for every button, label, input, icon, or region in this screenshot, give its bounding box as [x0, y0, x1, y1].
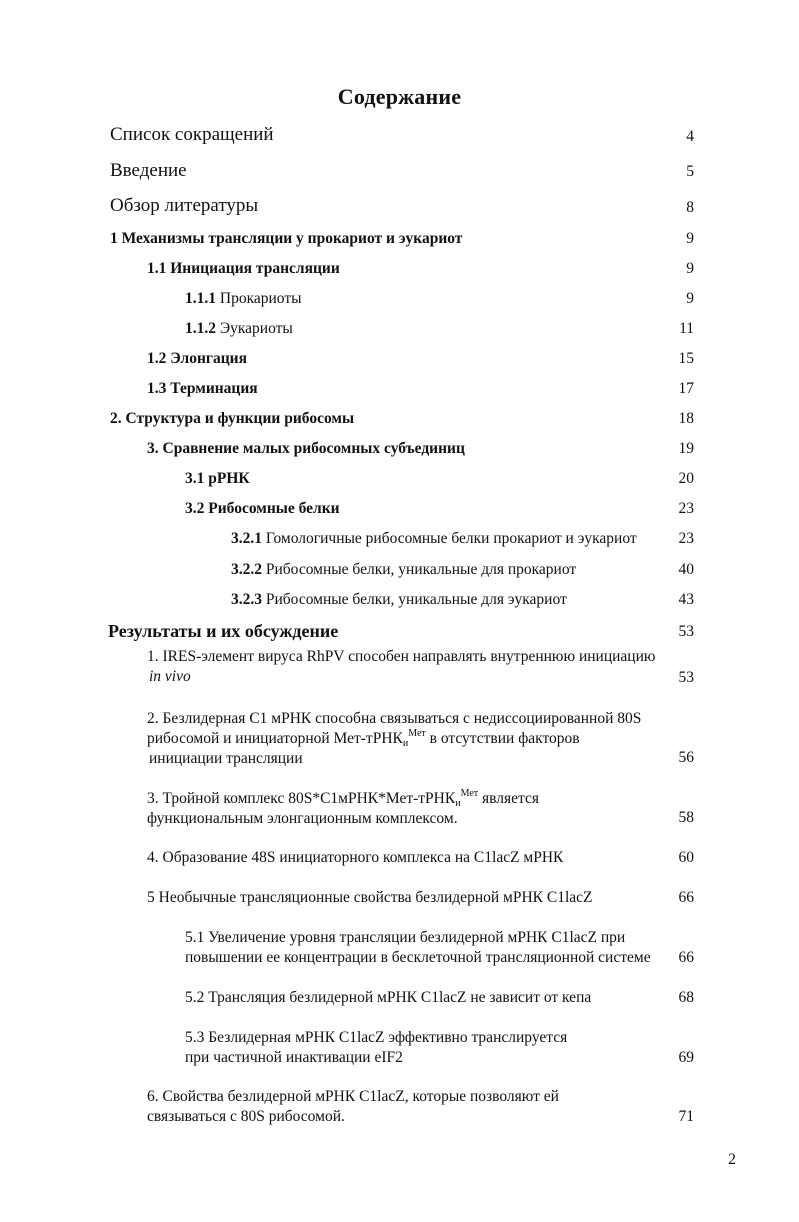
- toc-entry-number: 1.1.1: [185, 290, 216, 307]
- toc-entry-page: 8: [686, 199, 694, 216]
- toc-entry-page: 17: [678, 380, 694, 397]
- toc-entry-page: 60: [678, 849, 694, 866]
- toc-entry-label: 3.2.1 Гомологичные рибосомные белки прокариот и эукариот: [231, 530, 637, 547]
- toc-entry-label: 1.1.1 Прокариоты: [185, 290, 302, 307]
- toc-entry-page: 53: [678, 623, 694, 640]
- toc-entry-label: Обзор литературы: [110, 195, 259, 216]
- toc-entry-page: 66: [678, 889, 694, 906]
- toc-entry-page: 9: [686, 230, 694, 247]
- toc-entry-label: Список сокращений: [110, 124, 274, 145]
- toc-entry-page: 5: [686, 163, 694, 180]
- toc-entry-label: 1.2 Элонгация: [147, 350, 247, 367]
- toc-entry-label: Введение: [110, 160, 187, 181]
- toc-entry-page: 18: [678, 410, 694, 427]
- toc-entry-number: 3.2.3: [231, 591, 262, 608]
- toc-entry-label: 1.3 Терминация: [147, 380, 258, 397]
- toc-entry-number: 1.1.2: [185, 320, 216, 337]
- toc-entry-page: 20: [678, 470, 694, 487]
- toc-entry-page: 58: [678, 809, 694, 826]
- toc-entry-label: 1.1 Инициация трансляции: [147, 260, 340, 277]
- toc-entry-page: 9: [686, 260, 694, 277]
- toc-entry-label: 1.1.2 Эукариоты: [185, 320, 293, 337]
- page-number: 2: [728, 1151, 736, 1168]
- toc-entry-label: 3.2.3 Рибосомные белки, уникальные для эукариот: [231, 591, 567, 608]
- page-title: Содержание: [337, 84, 462, 109]
- toc-entry-label: 1 Механизмы трансляции у прокариот и эукариот: [110, 230, 463, 247]
- toc-entry-page: 19: [678, 440, 694, 457]
- toc-entry-label: 3.2.2 Рибосомные белки, уникальные для прокариот: [231, 561, 577, 578]
- toc-entry-page: 53: [678, 669, 694, 686]
- toc-entry-page: 11: [679, 320, 694, 337]
- toc-entry-page: 56: [678, 749, 694, 766]
- toc-entry-page: 23: [678, 500, 694, 517]
- toc-entry-number: 3.2.2: [231, 561, 262, 578]
- toc-entry-page: 4: [686, 128, 694, 145]
- toc-entry-page: 15: [678, 350, 694, 367]
- toc-entry-label: Результаты и их обсуждение: [108, 621, 339, 641]
- toc-entry-label: 2. Структура и функции рибосомы: [110, 410, 355, 427]
- toc-entry-label: 3.2 Рибосомные белки: [185, 500, 340, 517]
- toc-entry-page: 23: [678, 530, 694, 547]
- toc-entry-label: 3. Сравнение малых рибосомных субъединиц: [147, 440, 465, 457]
- toc-entry-page: 43: [678, 591, 694, 608]
- toc-entry-number: 3.2.1: [231, 530, 262, 547]
- toc-entry-page: 71: [678, 1108, 694, 1125]
- toc-entry-page: 66: [678, 949, 694, 966]
- toc-entry-label: 3.1 рРНК: [185, 470, 250, 487]
- toc-entry-page: 40: [678, 561, 694, 578]
- toc-entry-page: 69: [678, 1049, 694, 1066]
- toc-entry-page: 68: [678, 989, 694, 1006]
- toc-entry-page: 9: [686, 290, 694, 307]
